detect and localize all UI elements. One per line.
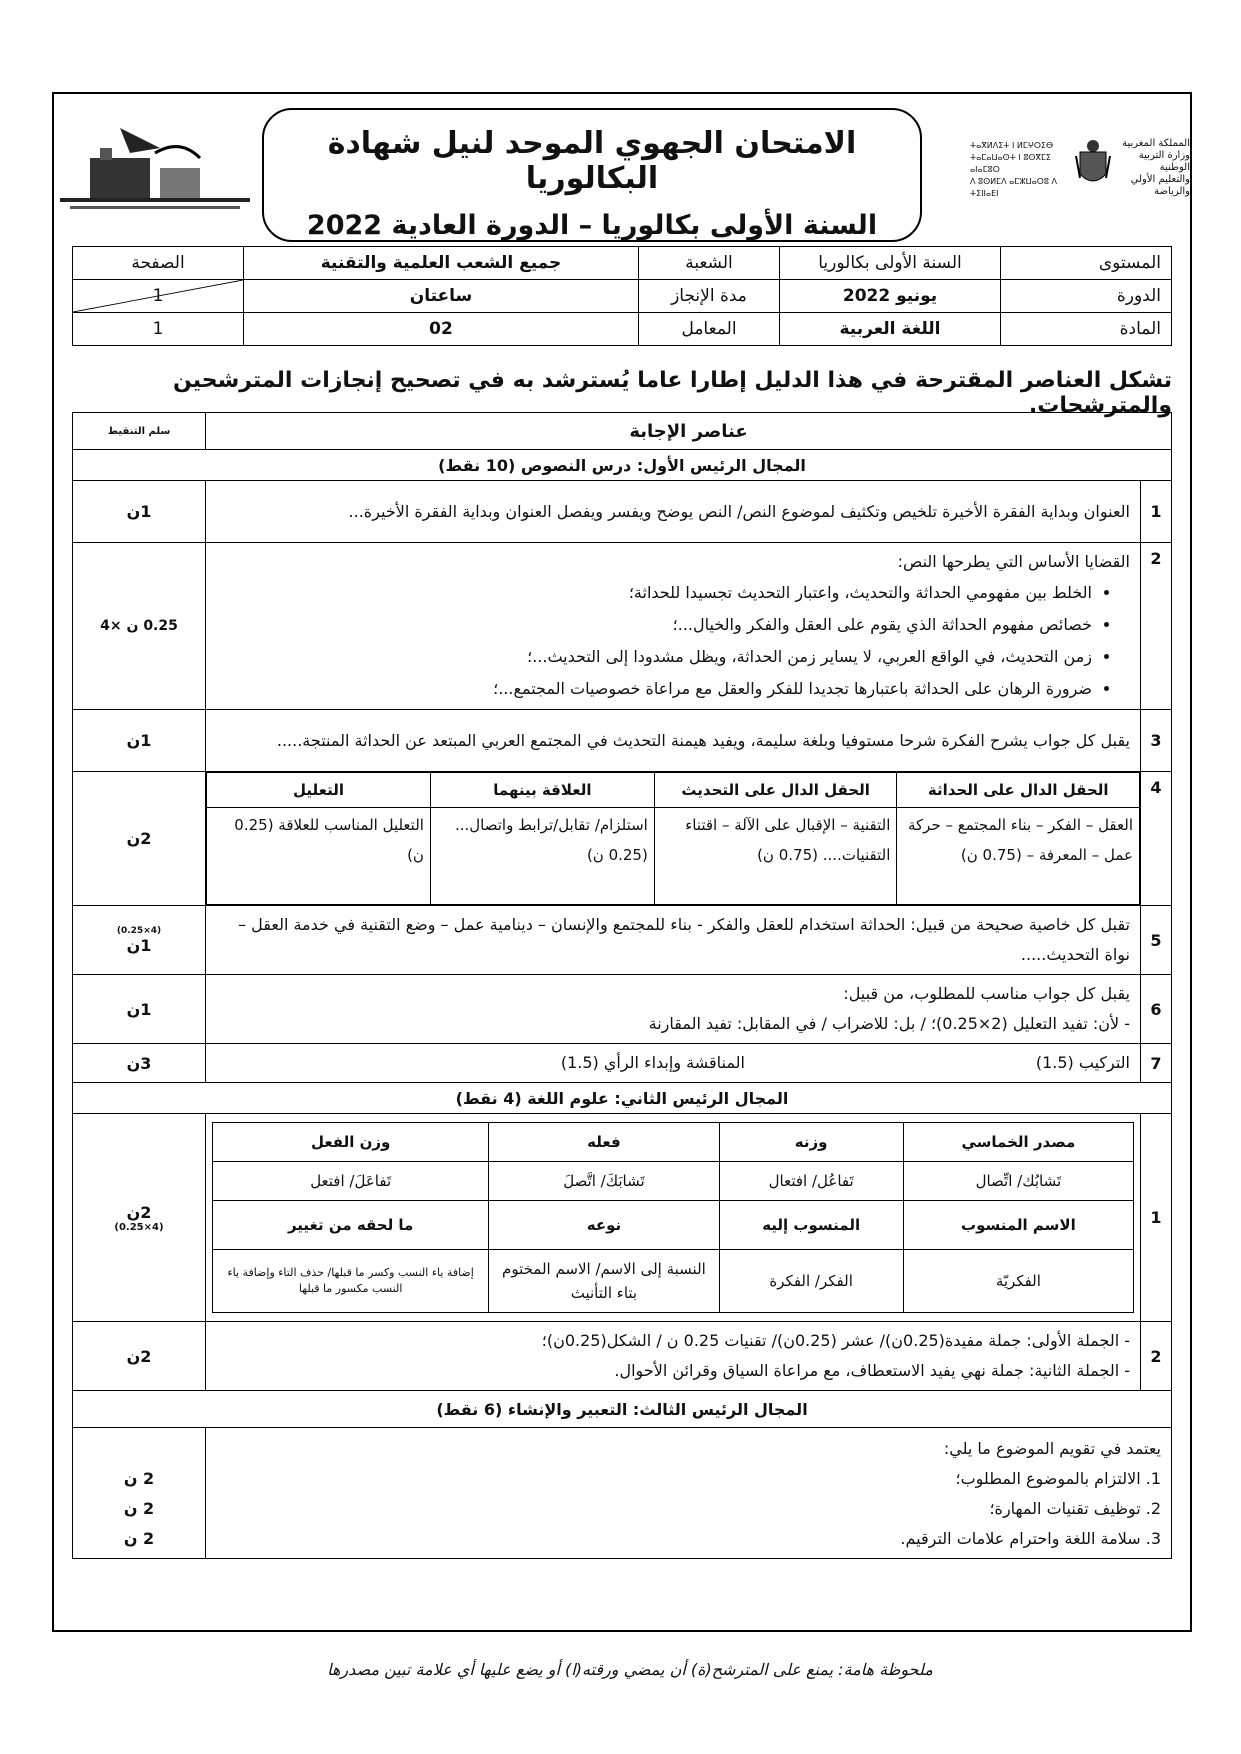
academy-logo-icon [60, 118, 250, 218]
branch-value: جميع الشعب العلمية والتقنية [244, 247, 639, 280]
exam-title-box [262, 108, 922, 242]
q4-header: الحقل الدال على التحديث [654, 773, 897, 808]
q3-number: 3 [1141, 710, 1172, 772]
coef-value: 02 [244, 313, 639, 346]
q2-item: • زمن التحديث، في الواقع العربي، لا يساير زمن الحداثة، ويظل مشدودا إلى التحديث...؛ [216, 641, 1092, 673]
ministry-arabic [1120, 138, 1190, 198]
q4-header: التعليل [207, 773, 431, 808]
l1-points: 2ن [126, 1202, 152, 1222]
l1-cell: تَشابُك/ اتِّصال [903, 1162, 1133, 1201]
essay-intro: يعتمد في تقويم الموضوع ما يلي: [943, 1439, 1161, 1458]
subject-label: المادة [1001, 313, 1172, 346]
page-value-cell [73, 280, 244, 313]
page-value: 1 [152, 286, 164, 306]
essay-item: 3. سلامة اللغة واحترام علامات الترقيم. [900, 1529, 1161, 1548]
session-value: يونيو 2022 [780, 280, 1001, 313]
ministry-tifinagh [970, 140, 1070, 200]
duration-value: ساعتان [244, 280, 639, 313]
q5-answer: تقبل كل خاصية صحيحة من قبيل: الحداثة استخدام للعقل والفكر - بناء للمجتمع والإنسان – دينامية عمل – وضع التقنية في خدمة العقل –نواة التحديث..... [206, 906, 1141, 975]
ministry-tif-line: ⴷ ⵓⵙⵍⵎⴷ ⴰⵎⵣⵡⴰⵔⵓ ⴷ ⵜⵉⵏⵏⴰⴹⵏ [970, 177, 1057, 198]
l1-header: وزن الفعل [213, 1123, 489, 1162]
l1-header: المنسوب إليه [719, 1201, 903, 1250]
q7-discussion: المناقشة وإبداء الرأي (1.5) [560, 1053, 745, 1072]
q7-answer [206, 1044, 1141, 1083]
q4-table [206, 772, 1140, 905]
essay-point: 2 ن [123, 1529, 155, 1548]
ministry-tif-line: ⵜⴰⵎⴰⵡⴰⵙⵜ ⵏ ⵓⵙⴳⵎⵉ ⴰⵏⴰⵎⵓⵔ [970, 153, 1051, 174]
branch-label: الشعبة [639, 247, 780, 280]
q3-answer: يقبل كل جواب يشرح الفكرة شرحا مستوفيا وبلغة سليمة، ويفيد هيمنة التحديث في المجتمع العربي المبتعد عن الحداثة المنتجة..... [206, 710, 1141, 772]
q4-cell: التعليل المناسب للعلاقة (0.25 ن) [207, 808, 431, 905]
q2-list [216, 577, 1130, 705]
section-3-title: المجال الرئيس الثالث: التعبير والإنشاء (6 نقط) [73, 1391, 1172, 1428]
l1-header: مصدر الخماسي [903, 1123, 1133, 1162]
essay-point: 2 ن [123, 1469, 155, 1488]
q2-item: • ضرورة الرهان على الحداثة باعتبارها تجديدا للفكر والعقل مع مراعاة خصوصيات المجتمع...؛ [216, 673, 1092, 705]
coef-label: المعامل [639, 313, 780, 346]
q6-number: 6 [1141, 975, 1172, 1044]
l1-answer [206, 1114, 1141, 1322]
q2-item: • الخلط بين مفهومي الحداثة والتحديث، واعتبار التحديث تجسيدا للحداثة؛ [216, 577, 1092, 609]
l1-cell: الفكريّة [903, 1250, 1133, 1313]
q4-answer [206, 772, 1141, 906]
q6-answer [206, 975, 1141, 1044]
l1-number: 1 [1141, 1114, 1172, 1322]
l2-points: 2ن [73, 1322, 206, 1391]
grading-table [72, 412, 1172, 1559]
q7-number: 7 [1141, 1044, 1172, 1083]
q5-points-cell [73, 906, 206, 975]
l1-table [212, 1122, 1134, 1313]
q7-synthesis: التركيب (1.5) [1035, 1053, 1130, 1072]
duration-label: مدة الإنجاز [639, 280, 780, 313]
emblem-icon [1074, 138, 1112, 190]
q1-number: 1 [1141, 481, 1172, 543]
ministry-ar-line: والتعليم الأولي والرياضة [1130, 174, 1190, 197]
points-header: سلم التنقيط [73, 413, 206, 450]
l1-points-detail: (4×0.25) [114, 1221, 164, 1233]
q6-line: - لأن: تفيد التعليل (2×0.25)؛ / بل: للاضراب / في المقابل: تفيد المقارنة [648, 1014, 1130, 1033]
l2-answer [206, 1322, 1141, 1391]
q4-cell: العقل – الفكر – بناء المجتمع – حركة عمل – المعرفة – (0.75 ن) [897, 808, 1140, 905]
l1-cell: تَشابَكَ/ اتَّصلَ [489, 1162, 719, 1201]
q4-cell: التقنية – الإقبال على الآلة – اقتناء التقنيات.... (0.75 ن) [654, 808, 897, 905]
session-label: الدورة [1001, 280, 1172, 313]
essay-point: 2 ن [123, 1499, 155, 1518]
q2-points: 0.25 ن ×4 [73, 543, 206, 710]
q3-points: 1ن [73, 710, 206, 772]
intro-text: تشكل العناصر المقترحة في هذا الدليل إطارا عاما يُسترشد به في تصحيح إنجازات المترشحين والمترشحات. [172, 368, 1172, 418]
level-label: المستوى [1001, 247, 1172, 280]
l1-points-cell [73, 1114, 206, 1322]
section-2-title: المجال الرئيس الثاني: علوم اللغة (4 نقط) [73, 1083, 1172, 1114]
page-total: 1 [73, 313, 244, 346]
q2-intro: القضايا الأساس التي يطرحها النص: [897, 552, 1130, 571]
l1-header: ما لحقه من تغيير [213, 1201, 489, 1250]
q1-answer: العنوان وبداية الفقرة الأخيرة تلخيص وتكثيف لموضوع النص/ النص يوضح ويفسر ويفصل العنوان وبداية الفقرة الأخيرة... [206, 481, 1141, 543]
level-value: السنة الأولى بكالوريا [780, 247, 1001, 280]
essay-criteria [206, 1428, 1172, 1559]
l2-line: - الجملة الأولى: جملة مفيدة(0.25ن)/ عشر (0.25ن)/ تقنيات 0.25 ن / الشكل(0.25ن)؛ [541, 1331, 1130, 1350]
q1-points: 1ن [73, 481, 206, 543]
q4-header: العلاقة بينهما [430, 773, 654, 808]
essay-item: 2. توظيف تقنيات المهارة؛ [989, 1499, 1161, 1518]
l1-header: وزنه [719, 1123, 903, 1162]
essay-item: 1. الالتزام بالموضوع المطلوب؛ [955, 1469, 1161, 1488]
q4-cell: استلزام/ تقابل/ترابط واتصال... (0.25 ن) [430, 808, 654, 905]
l2-line: - الجملة الثانية: جملة نهي يفيد الاستعطاف، مع مراعاة السياق وقرائن الأحوال. [614, 1361, 1130, 1380]
q5-number: 5 [1141, 906, 1172, 975]
subject-value: اللغة العربية [780, 313, 1001, 346]
q4-points: 2ن [73, 772, 206, 906]
ministry-ar-line: وزارة التربية الوطنية [1138, 150, 1190, 173]
l1-cell: تَفاعُل/ افتعال [719, 1162, 903, 1201]
q5-points: 1ن [126, 935, 152, 955]
l1-header: الاسم المنسوب [903, 1201, 1133, 1250]
q2-item: • خصائص مفهوم الحداثة الذي يقوم على العقل والفكر والخيال...؛ [216, 609, 1092, 641]
exam-subtitle: السنة الأولى بكالوريا – الدورة العادية 2022 [306, 210, 878, 241]
l2-number: 2 [1141, 1322, 1172, 1391]
q6-points: 1ن [73, 975, 206, 1044]
section-1-title: المجال الرئيس الأول: درس النصوص (10 نقط) [73, 450, 1172, 481]
l1-cell: تَفاعَلَ/ افتعل [213, 1162, 489, 1201]
q4-header: الحقل الدال على الحداثة [897, 773, 1140, 808]
exam-title: الامتحان الجهوي الموحد لنيل شهادة البكالوريا [327, 126, 857, 196]
q4-number: 4 [1141, 772, 1172, 906]
ministry-tif-line: ⵜⴰⴳⵍⴷⵉⵜ ⵏ ⵍⵎⵖⵔⵉⴱ [970, 141, 1054, 150]
ministry-logo [930, 138, 1190, 198]
l1-cell: الفكر/ الفكرة [719, 1250, 903, 1313]
l1-cell: إضافة ياء النسب وكسر ما قبلها/ حذف التاء وإضافة ياء النسب مكسور ما قبلها [213, 1250, 489, 1313]
q7-points: 3ن [73, 1044, 206, 1083]
exam-info-table [72, 246, 1172, 346]
q2-answer [206, 543, 1141, 710]
essay-points [73, 1428, 206, 1559]
q6-line: يقبل كل جواب مناسب للمطلوب، من قبيل: [843, 984, 1130, 1003]
l1-header: نوعه [489, 1201, 719, 1250]
footer-note: ملحوظة هامة: يمنع على المترشح(ة) أن يمضي ورقته(ا) أو يضع عليها أي علامة تبين مصدرها [327, 1660, 933, 1679]
l1-cell: النسبة إلى الاسم/ الاسم المختوم بتاء التأنيث [489, 1250, 719, 1313]
page-label: الصفحة [73, 247, 244, 280]
l1-header: فعله [489, 1123, 719, 1162]
answers-header: عناصر الإجابة [206, 413, 1172, 450]
ministry-ar-line: المملكة المغربية [1122, 138, 1190, 149]
q2-number: 2 [1141, 543, 1172, 710]
q5-points-detail: (4×0.25) [116, 925, 162, 936]
